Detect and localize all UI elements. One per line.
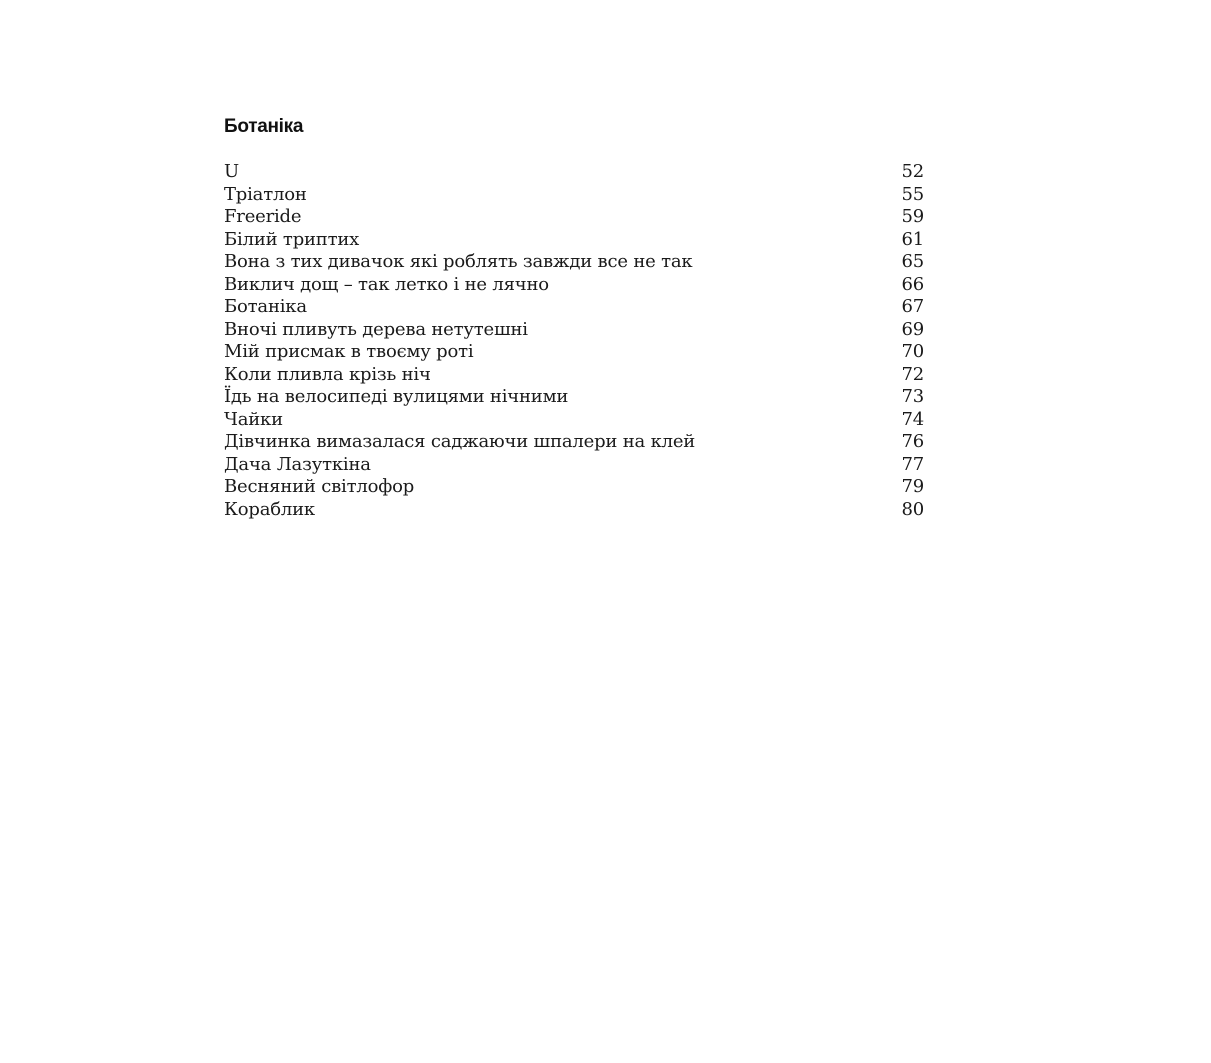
toc-entry: [224, 409, 924, 432]
toc-entry-page: 52: [901, 161, 924, 182]
toc-entry-title: Ботаніка: [224, 296, 307, 317]
toc-entry: [224, 296, 924, 319]
toc-entry: [224, 499, 924, 522]
toc-entry: [224, 386, 924, 409]
toc-entry-title: Чайки: [224, 408, 283, 430]
toc-entry-page: 55: [901, 183, 924, 205]
toc-entry: [224, 476, 924, 499]
toc-entry-page: 76: [901, 431, 924, 452]
toc-entry: [224, 206, 924, 229]
toc-entry-title: Весняний світлофор: [224, 476, 415, 497]
toc-entry-title: Дача Лазуткіна: [224, 453, 371, 475]
toc-entry: [224, 341, 924, 364]
toc-entry-page: 72: [901, 363, 924, 385]
toc-entry-title: Кораблик: [224, 498, 315, 520]
toc-entry: [224, 364, 924, 387]
toc-entry-page: 70: [901, 341, 924, 362]
toc-entry: [224, 251, 924, 274]
toc-page: [224, 113, 924, 520]
toc-entry-title: Тріатлон: [224, 183, 307, 205]
table-of-contents: [224, 161, 924, 521]
toc-entry-title: Білий триптих: [224, 228, 360, 250]
toc-entry-title: U: [224, 161, 239, 182]
toc-entry-page: 61: [901, 228, 924, 250]
toc-entry: [224, 454, 924, 477]
toc-entry-title: Freeride: [224, 206, 302, 227]
toc-entry-page: 80: [901, 498, 924, 520]
toc-entry: [224, 431, 924, 454]
toc-entry-title: Їдь на велосипеді вулицями нічними: [224, 386, 569, 407]
toc-entry-title: Вона з тих дивачок які роблять завжди все не так: [224, 251, 693, 272]
section-title: Ботаніка: [224, 116, 304, 137]
toc-entry-page: 59: [901, 206, 924, 227]
toc-entry: [224, 319, 924, 342]
toc-entry-page: 67: [901, 296, 924, 317]
toc-entry-page: 65: [901, 251, 924, 272]
toc-entry-title: Виклич дощ – так летко і не лячно: [224, 273, 549, 295]
toc-entry-page: 74: [901, 408, 924, 430]
toc-entry-page: 66: [901, 273, 924, 295]
toc-entry-title: Вночі пливуть дерева нетутешні: [224, 318, 528, 340]
toc-entry-title: Мій присмак в твоєму роті: [224, 341, 474, 362]
toc-entry-page: 79: [901, 476, 924, 497]
toc-entry-title: Коли пливла крізь ніч: [224, 363, 431, 385]
toc-entry: [224, 229, 924, 252]
toc-entry-page: 77: [901, 453, 924, 475]
toc-entry-page: 69: [901, 318, 924, 340]
toc-entry: [224, 161, 924, 184]
toc-entry: [224, 184, 924, 207]
toc-entry-page: 73: [901, 386, 924, 407]
toc-entry: [224, 274, 924, 297]
toc-entry-title: Дівчинка вимазалася саджаючи шпалери на клей: [224, 431, 696, 452]
